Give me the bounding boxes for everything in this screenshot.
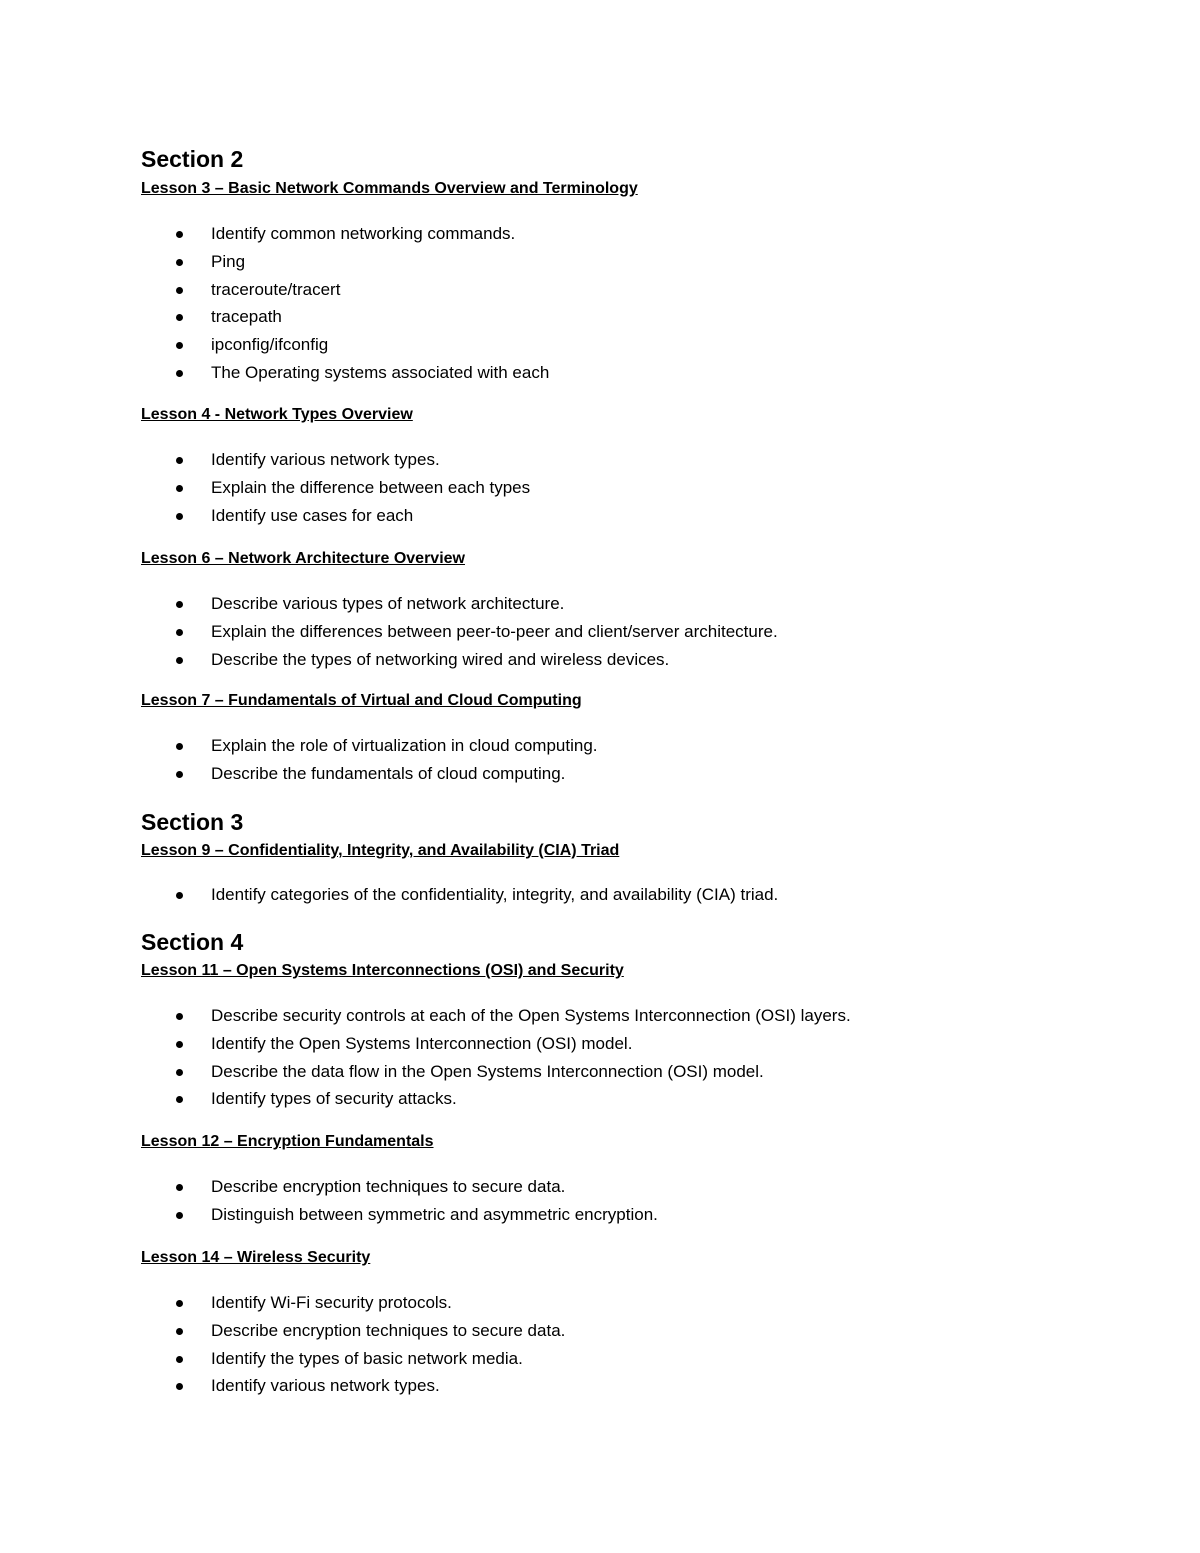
bullet-icon [176, 1212, 183, 1219]
section-heading: Section 4 [141, 929, 244, 955]
bullet-list [141, 446, 1101, 529]
list-item [141, 1345, 1101, 1373]
list-item [141, 618, 1101, 646]
bullet-icon [176, 771, 183, 778]
list-item [141, 1030, 1101, 1058]
list-item [141, 1173, 1101, 1201]
list-item-text: Describe encryption techniques to secure data. [211, 1177, 566, 1196]
bullet-list [141, 590, 1101, 673]
list-item-text: Ping [211, 251, 246, 271]
list-item [141, 646, 1101, 674]
bullet-list [141, 1173, 1101, 1229]
bullet-icon [176, 259, 183, 266]
lesson-heading: Lesson 12 – Encryption Fundamentals [141, 1133, 434, 1150]
bullet-icon [176, 657, 183, 664]
list-item [141, 220, 1101, 248]
list-item [141, 359, 1101, 387]
list-item-text: Describe the fundamentals of cloud computing. [211, 763, 566, 783]
bullet-icon [176, 485, 183, 492]
list-item [141, 590, 1101, 618]
list-item-text: Identify categories of the confidentiality, integrity, and availability (CIA) triad. [211, 885, 779, 904]
bullet-icon [176, 629, 183, 636]
list-item [141, 1289, 1101, 1317]
list-item-text: The Operating systems associated with each [211, 362, 550, 382]
bullet-icon [176, 1300, 183, 1307]
list-item-text: Describe the data flow in the Open Systems Interconnection (OSI) model. [211, 1061, 764, 1081]
list-item-text: Identify various network types. [211, 1376, 440, 1396]
list-item-text: Describe various types of network architecture. [211, 594, 565, 613]
list-item-text: Explain the difference between each types [211, 477, 531, 497]
bullet-icon [176, 513, 183, 520]
list-item-text: Explain the role of virtualization in cloud computing. [211, 736, 598, 755]
list-item [141, 276, 1101, 304]
list-item [141, 1002, 1101, 1030]
bullet-icon [176, 457, 183, 464]
list-item-text: Describe the types of networking wired and wireless devices. [211, 649, 670, 669]
bullet-list [141, 881, 1101, 909]
bullet-icon [176, 1328, 183, 1335]
list-item-text: Describe encryption techniques to secure data. [211, 1320, 566, 1340]
list-item-text: tracepath [211, 307, 282, 327]
bullet-icon [176, 287, 183, 294]
list-item-text: Identify Wi-Fi security protocols. [211, 1293, 452, 1312]
bullet-icon [176, 370, 183, 377]
list-item-text: Identify use cases for each [211, 505, 414, 525]
bullet-icon [176, 1096, 183, 1103]
list-item [141, 1317, 1101, 1345]
lesson-heading: Lesson 14 – Wireless Security [141, 1249, 371, 1266]
list-item [141, 331, 1101, 359]
list-item-text: Distinguish between symmetric and asymmetric encryption. [211, 1204, 658, 1224]
bullet-icon [176, 743, 183, 750]
list-item [141, 446, 1101, 474]
list-item [141, 732, 1101, 760]
bullet-icon [176, 1041, 183, 1048]
bullet-icon [176, 1069, 183, 1076]
list-item [141, 881, 1101, 909]
bullet-icon [176, 1184, 183, 1191]
bullet-icon [176, 1356, 183, 1363]
bullet-icon [176, 231, 183, 238]
bullet-icon [176, 314, 183, 321]
list-item [141, 303, 1101, 331]
list-item [141, 1085, 1101, 1113]
lesson-heading: Lesson 4 - Network Types Overview [141, 406, 413, 423]
bullet-icon [176, 342, 183, 349]
list-item-text: traceroute/tracert [211, 279, 341, 299]
section-heading: Section 2 [141, 146, 244, 172]
bullet-icon [176, 601, 183, 608]
lesson-heading: Lesson 6 – Network Architecture Overview [141, 550, 465, 567]
bullet-list [141, 1289, 1101, 1400]
list-item-text: Explain the differences between peer-to-peer and client/server architecture. [211, 621, 778, 641]
list-item [141, 248, 1101, 276]
lesson-heading: Lesson 9 – Confidentiality, Integrity, and Availability (CIA) Triad [141, 842, 620, 859]
list-item [141, 1372, 1101, 1400]
list-item-text: Identify the Open Systems Interconnection (OSI) model. [211, 1033, 633, 1053]
list-item [141, 502, 1101, 530]
list-item [141, 474, 1101, 502]
list-item-text: Identify various network types. [211, 450, 440, 469]
list-item-text: Identify the types of basic network media. [211, 1348, 523, 1368]
bullet-icon [176, 892, 183, 899]
list-item-text: Describe security controls at each of the Open Systems Interconnection (OSI) layers. [211, 1006, 851, 1025]
list-item-text: Identify types of security attacks. [211, 1089, 457, 1109]
list-item-text: Identify common networking commands. [211, 224, 516, 243]
list-item [141, 1058, 1101, 1086]
bullet-list [141, 220, 1101, 387]
list-item-text: ipconfig/ifconfig [211, 335, 329, 355]
bullet-icon [176, 1013, 183, 1020]
bullet-list [141, 732, 1101, 788]
section-heading: Section 3 [141, 809, 244, 835]
lesson-heading: Lesson 7 – Fundamentals of Virtual and Cloud Computing [141, 692, 582, 709]
lesson-heading: Lesson 3 – Basic Network Commands Overview and Terminology [141, 180, 638, 197]
bullet-icon [176, 1383, 183, 1390]
list-item [141, 760, 1101, 788]
bullet-list [141, 1002, 1101, 1113]
list-item [141, 1201, 1101, 1229]
lesson-heading: Lesson 11 – Open Systems Interconnections (OSI) and Security [141, 962, 624, 979]
